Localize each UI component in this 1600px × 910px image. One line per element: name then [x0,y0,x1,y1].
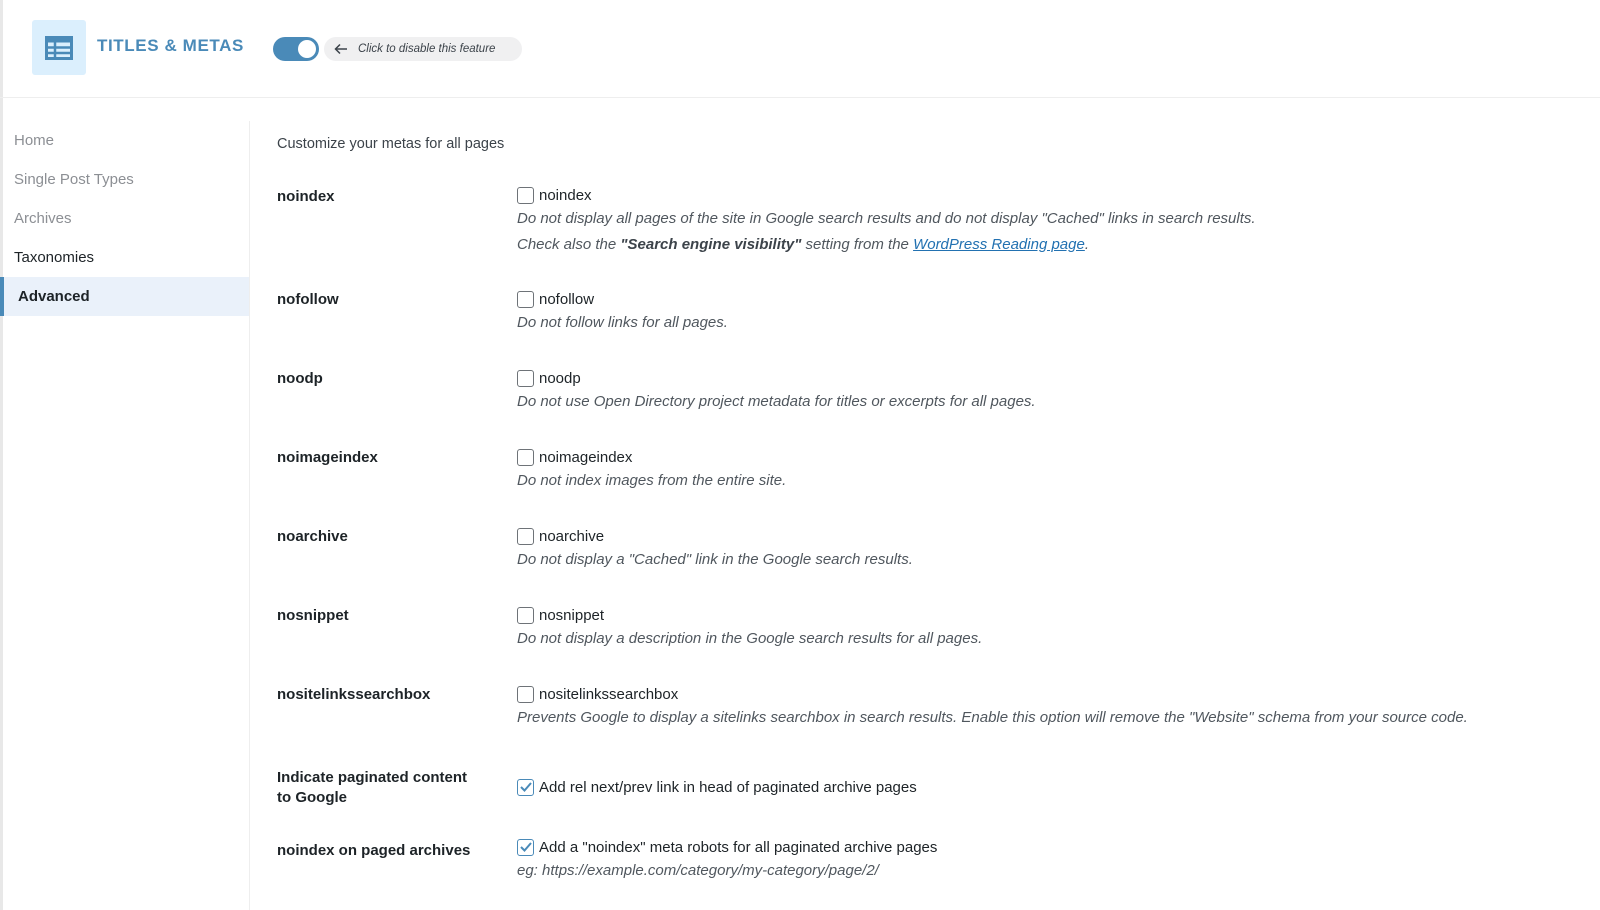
checkbox-label: noarchive [539,527,605,545]
checkbox-label: noindex [539,186,592,204]
nosnippet-checkbox[interactable] [517,607,534,624]
setting-control [517,776,1587,798]
arrow-left-icon [334,43,348,55]
checkbox-row [517,776,1587,798]
noindex-checkbox[interactable] [517,187,534,204]
checkbox-label: noodp [539,369,581,387]
setting-label-line: to Google [277,789,347,806]
noodp-checkbox[interactable] [517,370,534,387]
sidebar-item-advanced[interactable]: Advanced [0,277,249,316]
toggle-hint [324,37,522,61]
setting-control [517,683,1587,731]
checkbox-label: nositelinkssearchbox [539,685,679,703]
checkbox-row [517,525,1587,547]
checkbox-row [517,604,1587,626]
desc-bold: "Search engine visibility" [620,236,802,253]
paged-archives-checkbox[interactable] [517,839,534,856]
setting-control [517,184,1587,258]
setting-control [517,367,1587,415]
checkbox-row [517,836,1587,858]
settings-sidebar [0,121,250,910]
setting-description: Do not use Open Directory project metadata for titles or excerpts for all pages. [517,393,1036,410]
page-title: TITLES & METAS [97,36,244,55]
setting-label: nofollow [277,291,339,308]
section-intro: Customize your metas for all pages [277,136,505,152]
setting-label: noindex [277,188,335,205]
setting-control [517,604,1587,652]
setting-label: noindex on paged archives [277,842,471,859]
desc-text: setting from the [801,236,914,253]
setting-control [517,525,1587,573]
toggle-hint-text: Click to disable this feature [358,43,496,55]
checkmark-icon [520,842,532,852]
page-header [0,0,1600,98]
noarchive-checkbox[interactable] [517,528,534,545]
titles-metas-logo [32,20,86,75]
nofollow-checkbox[interactable] [517,291,534,308]
checkbox-row [517,446,1587,468]
setting-description: Prevents Google to display a sitelinks searchbox in search results. Enable this option will remove the "Website" schema from your source code. [517,709,1468,726]
setting-description-extra [517,232,1587,258]
setting-label: nosnippet [277,607,349,624]
setting-label: nositelinkssearchbox [277,686,431,703]
setting-description: Do not follow links for all pages. [517,314,728,331]
sidebar-item-home[interactable]: Home [14,132,55,149]
table-icon [45,36,73,60]
setting-control [517,446,1587,494]
checkmark-icon [520,782,532,792]
nositelinkssearchbox-checkbox[interactable] [517,686,534,703]
setting-label: noimageindex [277,449,378,466]
checkbox-label: nosnippet [539,606,605,624]
setting-label-line: Indicate paginated content [277,769,468,786]
toggle-knob [298,40,316,58]
checkbox-row [517,288,1587,310]
checkbox-label: Add rel next/prev link in head of paginated archive pages [539,778,917,796]
setting-control [517,288,1587,336]
checkbox-label: Add a "noindex" meta robots for all paginated archive pages [539,838,938,856]
checkbox-label: nofollow [539,290,595,308]
checkbox-row [517,184,1587,206]
checkbox-row [517,367,1587,389]
setting-description: Do not display a "Cached" link in the Google search results. [517,551,913,568]
noimageindex-checkbox[interactable] [517,449,534,466]
setting-description: Do not display all pages of the site in Google search results and do not display "Cached" links in search results. [517,210,1256,227]
setting-description: Do not display a description in the Google search results for all pages. [517,630,983,647]
wordpress-reading-link[interactable]: WordPress Reading page [913,236,1085,253]
desc-text: Check also the [517,236,621,253]
setting-description: eg: https://example.com/category/my-category/page/2/ [517,862,879,879]
feature-toggle[interactable] [273,37,319,61]
setting-label: noarchive [277,528,348,545]
paginated-checkbox[interactable] [517,779,534,796]
sidebar-item-single-post-types[interactable]: Single Post Types [14,171,134,188]
setting-label: noodp [277,370,323,387]
desc-text: . [1084,236,1089,253]
setting-label [277,768,497,808]
checkbox-label: noimageindex [539,448,633,466]
checkbox-row [517,683,1587,705]
sidebar-item-archives[interactable]: Archives [14,210,72,227]
setting-description: Do not index images from the entire site. [517,472,787,489]
setting-control [517,836,1587,884]
sidebar-item-taxonomies[interactable]: Taxonomies [14,249,95,266]
